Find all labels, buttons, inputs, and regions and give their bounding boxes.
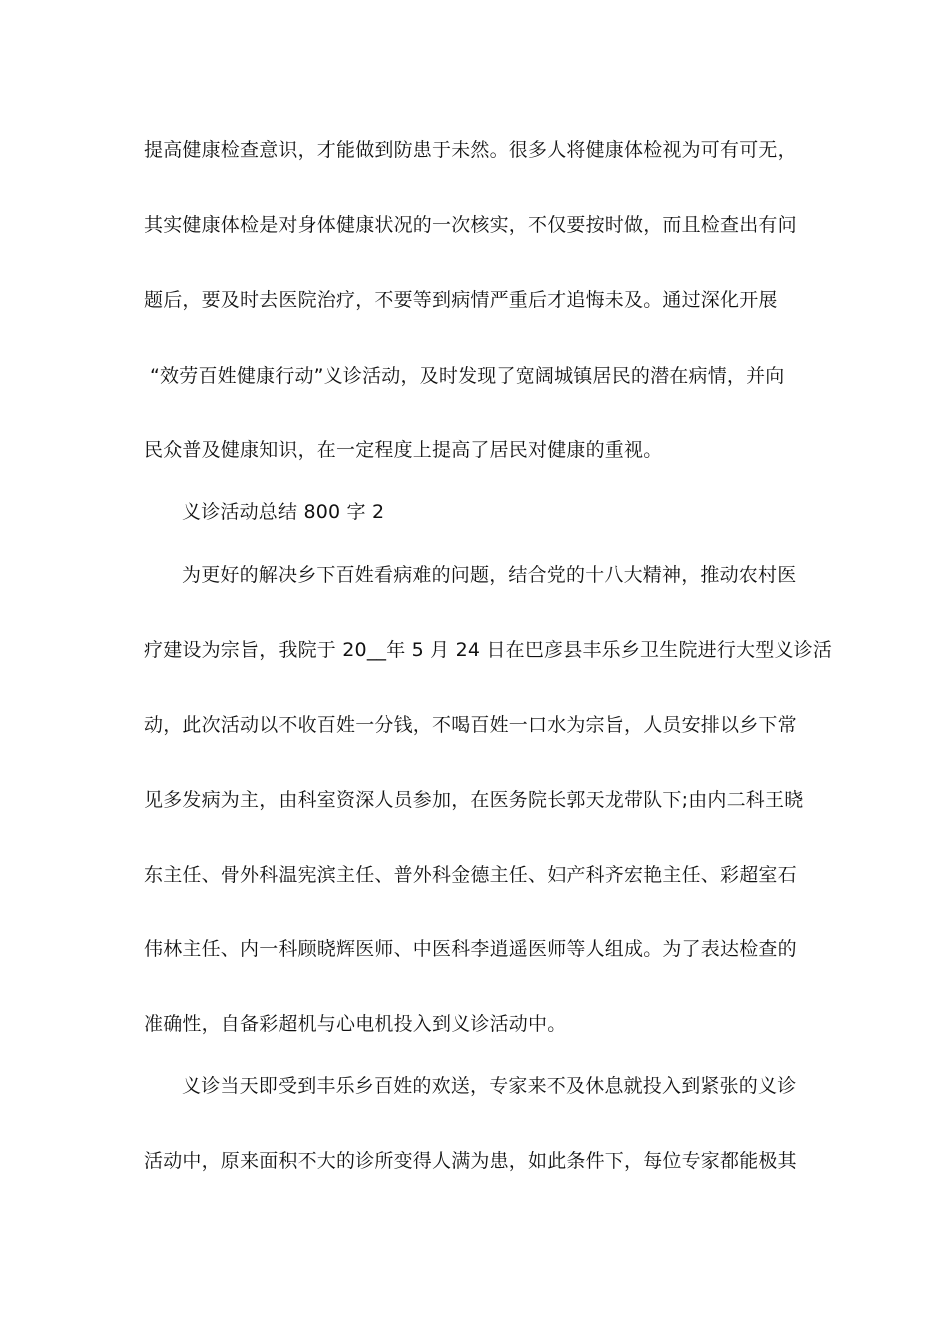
paragraph-2-line-1: 为更好的解决乡下百姓看病难的问题，结合党的十八大精神，推动农村医 — [182, 564, 797, 586]
paragraph-1-line-4: “效劳百姓健康行动”义诊活动，及时发现了宽阔城镇居民的潜在病情，并向 — [150, 365, 785, 387]
paragraph-2-line-2: 疗建设为宗旨，我院于 20__年 5 月 24 日在巴彦县丰乐乡卫生院进行大型义诊活 — [144, 639, 833, 661]
paragraph-2-line-3: 动，此次活动以不收百姓一分钱，不喝百姓一口水为宗旨，人员安排以乡下常 — [144, 714, 797, 736]
paragraph-1-line-3: 题后，要及时去医院治疗，不要等到病情严重后才追悔未及。通过深化开展 — [144, 289, 778, 311]
paragraph-2-line-5: 东主任、骨外科温宪滨主任、普外科金德主任、妇产科齐宏艳主任、彩超室石 — [144, 864, 797, 886]
section-heading: 义诊活动总结 800 字 2 — [182, 501, 385, 523]
paragraph-2-line-6: 伟林主任、内一科顾晓辉医师、中医科李逍遥医师等人组成。为了表达检查的 — [144, 938, 797, 960]
paragraph-1-line-1: 提高健康检查意识，才能做到防患于未然。很多人将健康体检视为可有可无， — [144, 139, 797, 161]
paragraph-1-line-5: 民众普及健康知识，在一定程度上提高了居民对健康的重视。 — [144, 439, 663, 461]
paragraph-3-line-1: 义诊当天即受到丰乐乡百姓的欢送，专家来不及休息就投入到紧张的义诊 — [182, 1075, 797, 1097]
paragraph-2-line-7: 准确性，自备彩超机与心电机投入到义诊活动中。 — [144, 1013, 567, 1035]
paragraph-1-line-2: 其实健康体检是对身体健康状况的一次核实，不仅要按时做，而且检查出有问 — [144, 214, 797, 236]
paragraph-3-line-2: 活动中，原来面积不大的诊所变得人满为患，如此条件下，每位专家都能极其 — [144, 1150, 797, 1172]
paragraph-2-line-4: 见多发病为主，由科室资深人员参加，在医务院长郭天龙带队下;由内二科王晓 — [144, 789, 804, 811]
